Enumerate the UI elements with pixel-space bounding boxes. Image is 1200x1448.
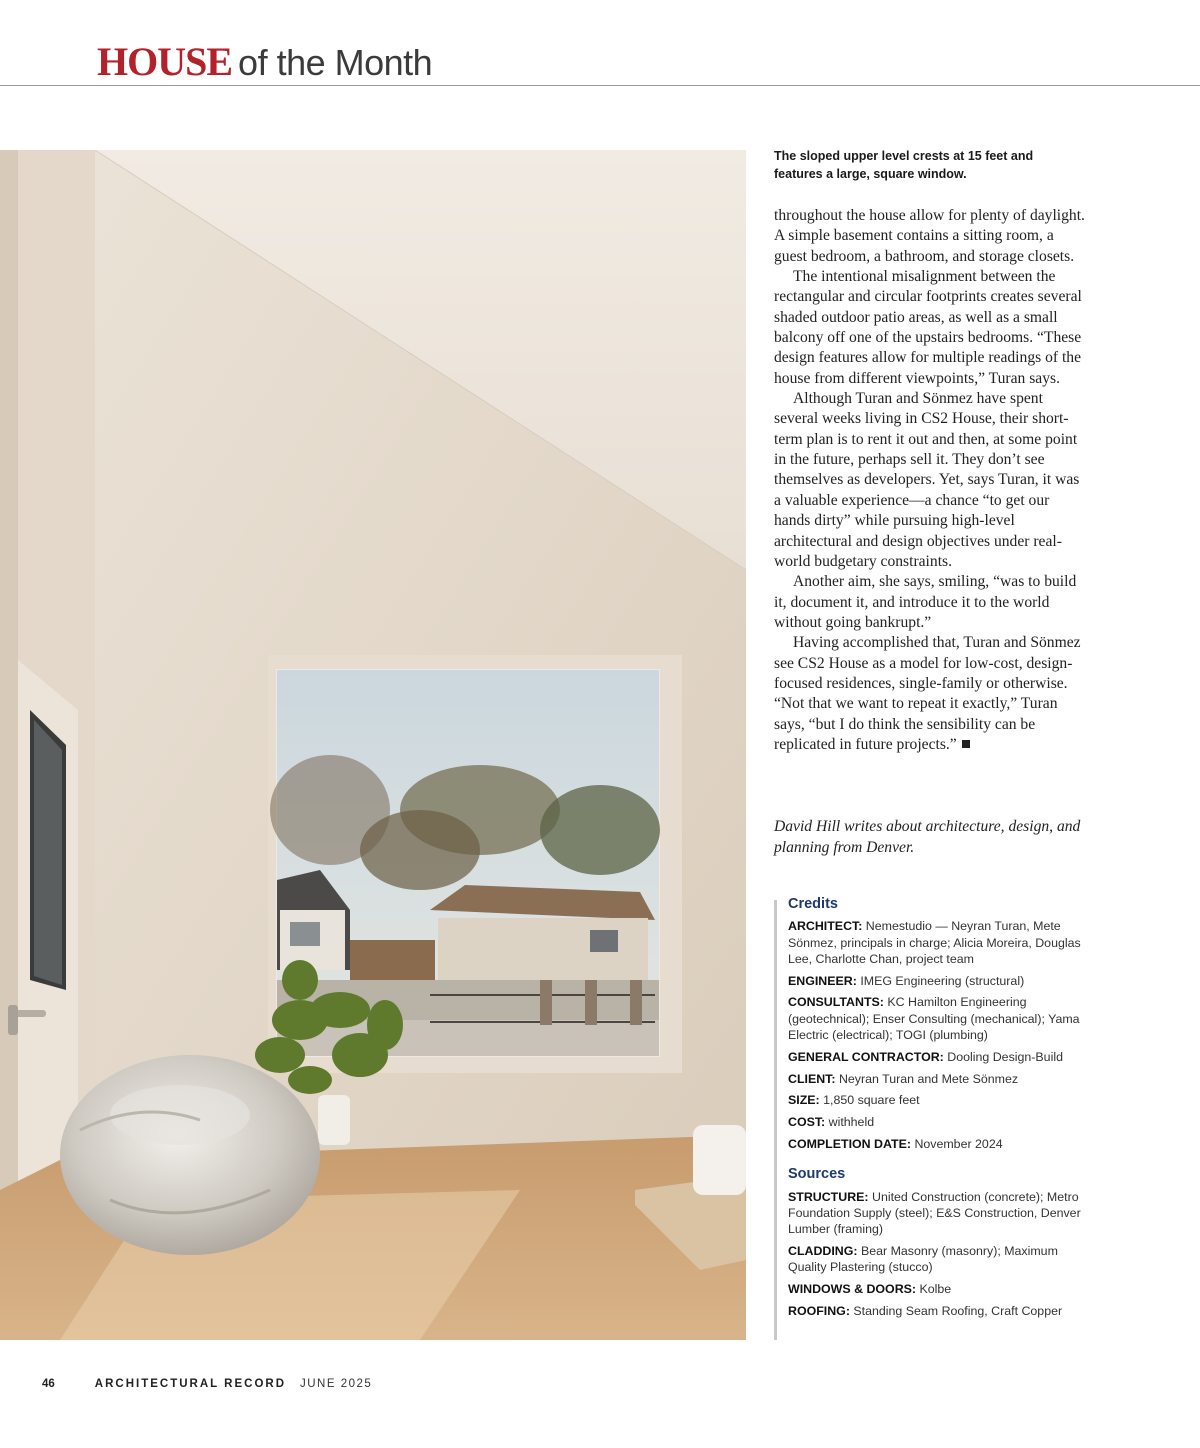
article-body	[774, 206, 1086, 755]
credit-value: KC Hamilton Engineering (geotechnical); Enser Consulting (mechanical); Yama Electric (electrical); TOGI (plumbing)	[788, 995, 1080, 1043]
author-bio: David Hill writes about architecture, design, and planning from Denver.	[774, 818, 1081, 856]
source-label: WINDOWS & DOORS:	[788, 1282, 917, 1297]
page-number: 46	[42, 1378, 55, 1390]
page-footer	[42, 1378, 372, 1390]
header-of-the-month: of the Month	[238, 42, 433, 83]
credit-value: IMEG Engineering (structural)	[860, 973, 1025, 988]
photo-caption: The sloped upper level crests at 15 feet and features a large, square window.	[774, 149, 1034, 181]
source-item	[788, 1303, 1088, 1319]
interior-photo	[0, 150, 746, 1340]
credit-label: ARCHITECT:	[788, 919, 863, 934]
source-label: STRUCTURE:	[788, 1189, 869, 1204]
paragraph-text: Having accomplished that, Turan and Sönmez see CS2 House as a model for low-cost, design-focused residences, single-family or otherwise. “Not that we want to repeat it exactly,” Turan says, “but I do think the sensibility can be replicated in future projects.”	[774, 634, 1081, 753]
source-value: Standing Seam Roofing, Craft Copper	[853, 1303, 1063, 1318]
credit-label: COST:	[788, 1115, 826, 1130]
credit-item	[788, 1114, 1088, 1130]
credit-item	[788, 1136, 1088, 1152]
credit-value: 1,850 square feet	[823, 1093, 920, 1108]
header-rule	[0, 85, 1200, 86]
credit-value: withheld	[828, 1115, 875, 1130]
paragraph: Although Turan and Sönmez have spent several weeks living in CS2 House, their short-term plan is to rent it out and then, at some point in the future, perhaps sell it. They don’t see themselves as developers. Yet, says Turan, it was a valuable experience—a chance “to get our hands dirty” while pursuing high-level architectural and design objectives under real-world budgetary constraints.	[774, 390, 1080, 570]
paragraph: throughout the house allow for plenty of daylight. A simple basement contains a sitting room, a guest bedroom, a bathroom, and storage closets.	[774, 207, 1085, 265]
paragraph: Another aim, she says, smiling, “was to build it, document it, and introduce it to the world without going bankrupt.”	[774, 573, 1077, 631]
source-value: United Construction (concrete); Metro Foundation Supply (steel); E&S Construction, Denver Lumber (framing)	[788, 1189, 1081, 1237]
credit-label: CONSULTANTS:	[788, 995, 884, 1010]
credit-value: Nemestudio — Neyran Turan, Mete Sönmez, principals in charge; Alicia Moreira, Douglas Lee, Charlotte Chan, project team	[788, 919, 1081, 966]
magazine-name: ARCHITECTURAL RECORD	[94, 1378, 286, 1390]
credit-item	[788, 1049, 1088, 1065]
end-mark-icon	[962, 740, 970, 748]
sources-title: Sources	[788, 1166, 846, 1183]
paragraph: The intentional misalignment between the rectangular and circular footprints creates several shaded outdoor patio areas, as well as a small balcony off one of the upstairs bedrooms. “These design features allow for multiple readings of the house from different viewpoints,” Turan says.	[774, 268, 1082, 387]
source-label: ROOFING:	[788, 1303, 850, 1318]
credit-item	[788, 1071, 1088, 1087]
issue-date: JUNE 2025	[300, 1378, 373, 1390]
credits-box	[788, 896, 1088, 1325]
credit-value: Dooling Design-Build	[947, 1049, 1063, 1064]
credits-title: Credits	[788, 896, 838, 912]
credit-label: GENERAL CONTRACTOR:	[788, 1049, 944, 1064]
credit-item	[788, 994, 1088, 1043]
header-house: HOUSE	[97, 39, 233, 84]
credit-label: CLIENT:	[788, 1071, 836, 1086]
credit-item	[788, 918, 1088, 967]
credit-label: COMPLETION DATE:	[788, 1137, 911, 1152]
source-item	[788, 1189, 1088, 1238]
source-value: Kolbe	[919, 1282, 952, 1297]
credit-value: Neyran Turan and Mete Sönmez	[838, 1071, 1019, 1086]
paragraph-final	[774, 633, 1086, 755]
source-item	[788, 1281, 1088, 1297]
credit-label: SIZE:	[788, 1093, 820, 1108]
section-header	[97, 38, 432, 82]
credit-value: November 2024	[914, 1137, 1003, 1152]
credit-item	[788, 973, 1088, 989]
credit-label: ENGINEER:	[788, 973, 857, 988]
credits-divider	[774, 900, 777, 1340]
source-label: CLADDING:	[788, 1244, 858, 1259]
credit-item	[788, 1092, 1088, 1108]
source-item	[788, 1243, 1088, 1276]
source-value: Bear Masonry (masonry); Maximum Quality Plastering (stucco)	[788, 1244, 1058, 1275]
